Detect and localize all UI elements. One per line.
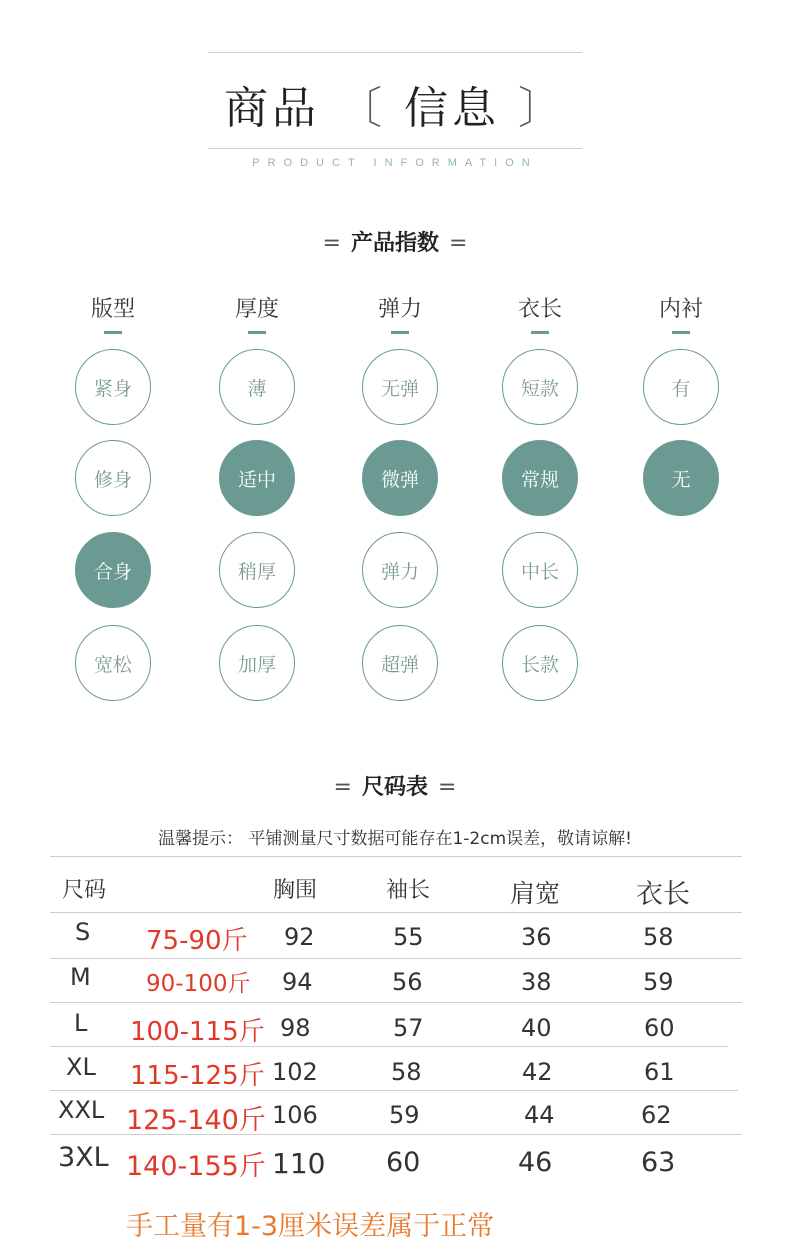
chest-cell: 92 <box>284 923 315 951</box>
shoulder-cell: 44 <box>524 1101 555 1129</box>
index-option: 超弹 <box>362 625 438 701</box>
index-column-label: 衣长 <box>517 297 562 322</box>
size-cell: L <box>74 1009 88 1037</box>
index-column-label: 内衬 <box>658 297 703 322</box>
shoulder-cell: 36 <box>521 923 552 951</box>
index-column-header <box>340 292 460 334</box>
table-header-cell: 尺码 <box>62 878 107 903</box>
length-cell: 58 <box>643 923 674 951</box>
size-section-title <box>0 770 790 801</box>
header-underline <box>672 331 690 334</box>
index-option: 宽松 <box>75 625 151 701</box>
index-column-label: 弹力 <box>377 297 422 322</box>
index-column-header <box>621 292 741 334</box>
index-column-header <box>53 292 173 334</box>
index-column-label: 版型 <box>90 297 135 322</box>
length-cell: 59 <box>643 968 674 996</box>
header-underline <box>531 331 549 334</box>
table-header-cell: 衣长 <box>636 879 690 910</box>
index-option: 加厚 <box>219 625 295 701</box>
shoulder-cell: 42 <box>522 1058 553 1086</box>
size-cell: S <box>75 918 91 946</box>
title-bracket-close: 〕 <box>518 83 566 134</box>
length-cell: 62 <box>641 1101 672 1129</box>
index-option: 薄 <box>219 349 295 425</box>
sleeve-cell: 57 <box>393 1014 424 1042</box>
index-option: 有 <box>643 349 719 425</box>
header-underline <box>104 331 122 334</box>
weight-range-cell: 90-100斤 <box>146 971 251 997</box>
error-note: 手工量有1-3厘米误差属于正常 <box>126 1211 495 1242</box>
title-left: 商品 <box>224 83 320 134</box>
size-cell: XXL <box>58 1096 105 1124</box>
index-option: 中长 <box>502 532 578 608</box>
index-option-selected: 常规 <box>502 440 578 516</box>
table-rule <box>50 856 742 857</box>
chest-cell: 110 <box>272 1147 326 1180</box>
weight-range-cell: 75-90斤 <box>146 926 248 956</box>
sleeve-cell: 59 <box>389 1101 420 1129</box>
eq-decor-left: = <box>322 231 341 256</box>
size-cell: M <box>70 963 91 991</box>
length-cell: 60 <box>644 1014 675 1042</box>
weight-range-cell: 125-140斤 <box>126 1105 266 1136</box>
index-column-label: 厚度 <box>234 297 279 322</box>
index-option: 短款 <box>502 349 578 425</box>
index-option: 紧身 <box>75 349 151 425</box>
shoulder-cell: 46 <box>518 1147 553 1178</box>
measurement-tip: 温馨提示： 平铺测量尺寸数据可能存在1-2cm误差，敬请谅解! <box>158 829 632 849</box>
weight-range-cell: 100-115斤 <box>130 1017 265 1047</box>
page-subtitle: PRODUCT INFORMATION <box>252 157 538 169</box>
size-title-text: 尺码表 <box>361 775 428 800</box>
table-header-cell: 胸围 <box>273 878 318 903</box>
size-cell: XL <box>66 1053 96 1081</box>
header-underline <box>248 331 266 334</box>
index-option: 修身 <box>75 440 151 516</box>
weight-range-cell: 115-125斤 <box>130 1061 265 1091</box>
header-top-rule <box>208 52 582 53</box>
index-option-selected: 微弹 <box>362 440 438 516</box>
index-column-header <box>197 292 317 334</box>
table-rule <box>50 1002 742 1003</box>
sleeve-cell: 60 <box>386 1147 421 1178</box>
chest-cell: 106 <box>272 1101 318 1129</box>
chest-cell: 98 <box>280 1014 311 1042</box>
weight-range-cell: 140-155斤 <box>126 1151 266 1182</box>
table-rule <box>50 958 742 959</box>
index-title-text: 产品指数 <box>350 231 439 256</box>
index-section-title <box>0 226 790 257</box>
table-rule <box>50 912 742 913</box>
index-option-selected: 无 <box>643 440 719 516</box>
header-bottom-rule <box>208 148 582 149</box>
table-header-cell: 肩宽 <box>510 879 561 908</box>
index-option: 长款 <box>502 625 578 701</box>
table-header-cell: 袖长 <box>386 878 431 903</box>
sleeve-cell: 56 <box>392 968 423 996</box>
index-option: 弹力 <box>362 532 438 608</box>
title-bracket-open: 〔 <box>338 83 386 134</box>
length-cell: 61 <box>644 1058 675 1086</box>
size-cell: 3XL <box>58 1142 109 1173</box>
index-column-header <box>480 292 600 334</box>
index-option-selected: 适中 <box>219 440 295 516</box>
page-title <box>0 72 790 136</box>
length-cell: 63 <box>641 1147 676 1178</box>
shoulder-cell: 40 <box>521 1014 552 1042</box>
index-option-selected: 合身 <box>75 532 151 608</box>
index-option: 稍厚 <box>219 532 295 608</box>
eq-decor-right: = <box>449 231 468 256</box>
index-option: 无弹 <box>362 349 438 425</box>
title-right: 信息 <box>404 83 500 134</box>
chest-cell: 94 <box>282 968 313 996</box>
shoulder-cell: 38 <box>521 968 552 996</box>
sleeve-cell: 58 <box>391 1058 422 1086</box>
sleeve-cell: 55 <box>393 923 424 951</box>
eq-decor-right: = <box>438 775 457 800</box>
eq-decor-left: = <box>333 775 352 800</box>
chest-cell: 102 <box>272 1058 318 1086</box>
header-underline <box>391 331 409 334</box>
